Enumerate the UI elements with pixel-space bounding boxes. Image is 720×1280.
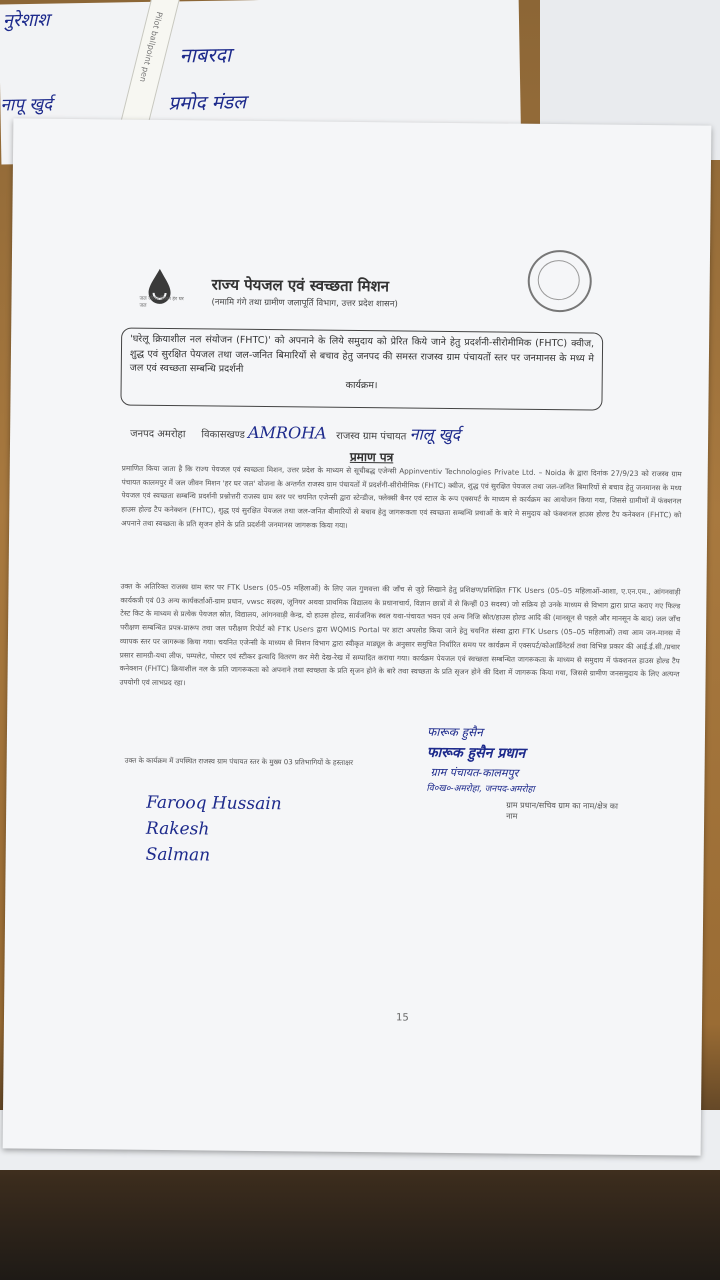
paragraph-2: उक्त के अतिरिक्त राजस्व ग्राम स्तर पर FTK Users (05–05 महिलाओं) के लिए जल गुणवत्ता की जाँच से जुड़े सिखाने हेतु प्रशिक्षण/प्रशिक्षित FTK Users (05–05 महिलाओं-आशा, ए.एन.एम., आंगनवाड़ी कार्यकत्री एवं 03 अन्य कार्यकर्ताओं-ग्राम प्रधान, vwsc सदस्य, जूनियर अथवा प्राथमिक विद्यालय के प्रधानाचार्य, विज्ञान छात्रों में से किन्हीं 03 सदस्य) जो सक्रिय हो उनके माध्यम से विभाग द्वारा प्राप्त कराए गए फिल्ड टेस्ट किट के माध्यम से प्रत्येक पेयजल स्रोत, विद्यालय, आंगनवाड़ी केन्द्र, दो हाउस होल्ड, सार्वजनिक स्थल यथा-पंचायत भवन एवं अन्य निजि स्रोत/हाउस होल्ड आदि की (मानसून से पहले और मानसून के बाद) जल जाँच परीक्षण सम्बन्धित प्रपत्र-प्रारूप तथा जल परीक्षण रिपोर्ट को FTK Users द्वारा WQMIS Portal पर डाटा अपलोड किया जाने हेतु चयनित संस्था द्वारा FTK Users (05–05 महिलाओं) तथा आम जन-मानस में व्यापक स्तर पर जागरूक किया गया। चयनित एजेन्सी के माध्यम से मिशन विभाग द्वारा स्वीकृत माड्यूल के अनुसार समुचित निर्धारित समय पर कार्यक्रम में एक्सपर्ट/कोआर्डिनेटर्स तथा विभिन्न प्रकार की आई.ई.सी./प्रचार प्रसार सामग्री-यथा लीफ, पम्पलेट, पोस्टर एवं स्टीकर इत्यादि वितरण कर मेरी देख-रेख में सम्पादित कराया गया। कार्यक्रम पेयजल एवं स्वच्छता सम्बन्धित जागरूकता के माध्यम से समुदाय में फंक्शनल हाउस होल्ड टैप कनेक्शन (FHTC) क्रियाशील नल के प्रति जागरूकता को अपनाने तथा स्वच्छता के प्रति सृजन होने के बारे तथा स्वच्छता के प्रति सृजन होने की दिशा में जागरूक किया गया, जिससे ग्रामीण जनसमुदाय के लिए अत्यन्त उपयोगी एवं लाभप्रद रहा। bbox=[119, 581, 681, 688]
panchayat-label: राजस्व ग्राम पंचायत bbox=[336, 430, 407, 443]
pen-brand: Pilot ballpoint pen bbox=[137, 10, 165, 83]
page-number: 15 bbox=[395, 1012, 409, 1024]
stamp-name: फारूक हुसैन प्रधान bbox=[426, 744, 526, 762]
stamp-place: ग्राम पंचायत-कालमपुर bbox=[430, 765, 519, 780]
participants-note: उक्त के कार्यक्रम में उपस्थित राजस्व ग्राम पंचायत स्तर के मुख्य 03 प्रतिभागियों के हस्ताक्षर bbox=[124, 756, 354, 767]
signature-handwritten: फारूक हुसैन bbox=[426, 724, 483, 740]
signature-block bbox=[426, 723, 627, 821]
location-line bbox=[130, 420, 460, 445]
background-note: नाबरदा bbox=[179, 42, 232, 68]
district-value: अमरोहा bbox=[157, 428, 186, 441]
block-label: विकासखण्ड bbox=[201, 429, 245, 441]
district-label: जनपद bbox=[130, 428, 155, 440]
mission-subtitle: (नमामि गंगे तथा ग्रामीण जलापूर्ति विभाग, उत्तर प्रदेश शासन) bbox=[211, 297, 398, 310]
participant-signatures bbox=[146, 790, 282, 869]
participant-name: Salman bbox=[145, 844, 211, 866]
certificate-title: प्रमाण पत्र bbox=[349, 449, 394, 465]
stamp-block: वि०ख०-अमरोहा, जनपद-अमरोहा bbox=[426, 783, 535, 795]
certificate-page bbox=[3, 118, 712, 1155]
logo-caption: जल जीवन मिशन हर घर जल bbox=[139, 295, 184, 309]
panchayat-value: नालू खुर्द bbox=[409, 424, 461, 445]
background-note: नापू खुर्द bbox=[0, 94, 53, 116]
intro-box bbox=[120, 328, 603, 411]
background-note: नुरेशाश bbox=[2, 9, 50, 32]
participant-name: Farooq Hussain bbox=[146, 792, 282, 815]
block-value: AMROHA bbox=[247, 422, 327, 443]
government-seal-icon bbox=[527, 250, 592, 313]
background-note: प्रमोद मंडल bbox=[168, 91, 247, 115]
intro-body: 'घरेलू क्रियाशील नल संयोजन (FHTC)' को अपनाने के लिये समुदाय को प्रेरित किये जाने हेतु प्रदर्शनी-सीरोमीमिक (FHTC) क्वीज, शुद्ध एवं सुरक्षित पेयजल तथा जल-जनित बिमारियों से बचाव हेतु जनपद की समस्त राजस्व ग्राम पंचायतों स्तर पर जनमानस के मध्य मे जल एवं स्वच्छता सम्बन्धि प्रदर्शनी bbox=[129, 333, 595, 375]
designation-label: ग्राम प्रधान/सचिव ग्राम का नाम/क्षेत्र का नाम bbox=[506, 800, 619, 821]
intro-text bbox=[130, 333, 595, 396]
participant-name: Rakesh bbox=[145, 818, 210, 840]
paragraph-1: प्रमाणित किया जाता है कि राज्य पेयजल एवं स्वच्छता मिशन, उत्तर प्रदेश के माध्यम से सूचीबद्ध एजेन्सी Appinventiv Technologies Private Ltd. – Noida के द्वारा दिनांक 27/9/23 को राजस्व ग्राम पंचायत कालमपुर में जल जीवन मिशन 'हर घर जल' योजना के अन्तर्गत राजस्व ग्राम पंचायतों में प्रदर्शनी-सीरोमीमिक (FHTC) क्वीज, शुद्ध एवं सुरक्षित पेयजल तथा जल-जनित बिमारियों से बचाव हेतु जनमानस के मध्य पेयजल एवं स्वच्छता सम्बन्धि प्रदर्शनी प्रश्नोत्तरी राजस्व ग्राम स्तर पर चयनित एजेन्सी द्वारा स्टेन्डीज, फ्लेक्सी बैनर एवं स्टाल के रूप एक्सपर्ट के माध्यम से कार्यक्रम का आयोजन किया गया, जिससे ग्रामीणों में फंक्शनल हाउस होल्ड टैप कनेक्शन (FHTC), शुद्ध एवं सुरक्षित पेयजल तथा जल-जनित बीमारियों से बचाव हेतु जागरूकता एवं स्वच्छता सम्बन्धि प्रथाओं के बारे मे समुदाय को फंक्शनल हाउस होल्ड टैप कनेक्शन (FHTC) को अपनाने तथा स्वच्छता के प्रति सृजन होने के प्रति प्रदर्शनी जनमानस जागरूक किया गया। bbox=[121, 463, 682, 530]
intro-tail: कार्यक्रम। bbox=[345, 379, 378, 391]
mission-title: राज्य पेयजल एवं स्वच्छता मिशन bbox=[211, 275, 390, 296]
